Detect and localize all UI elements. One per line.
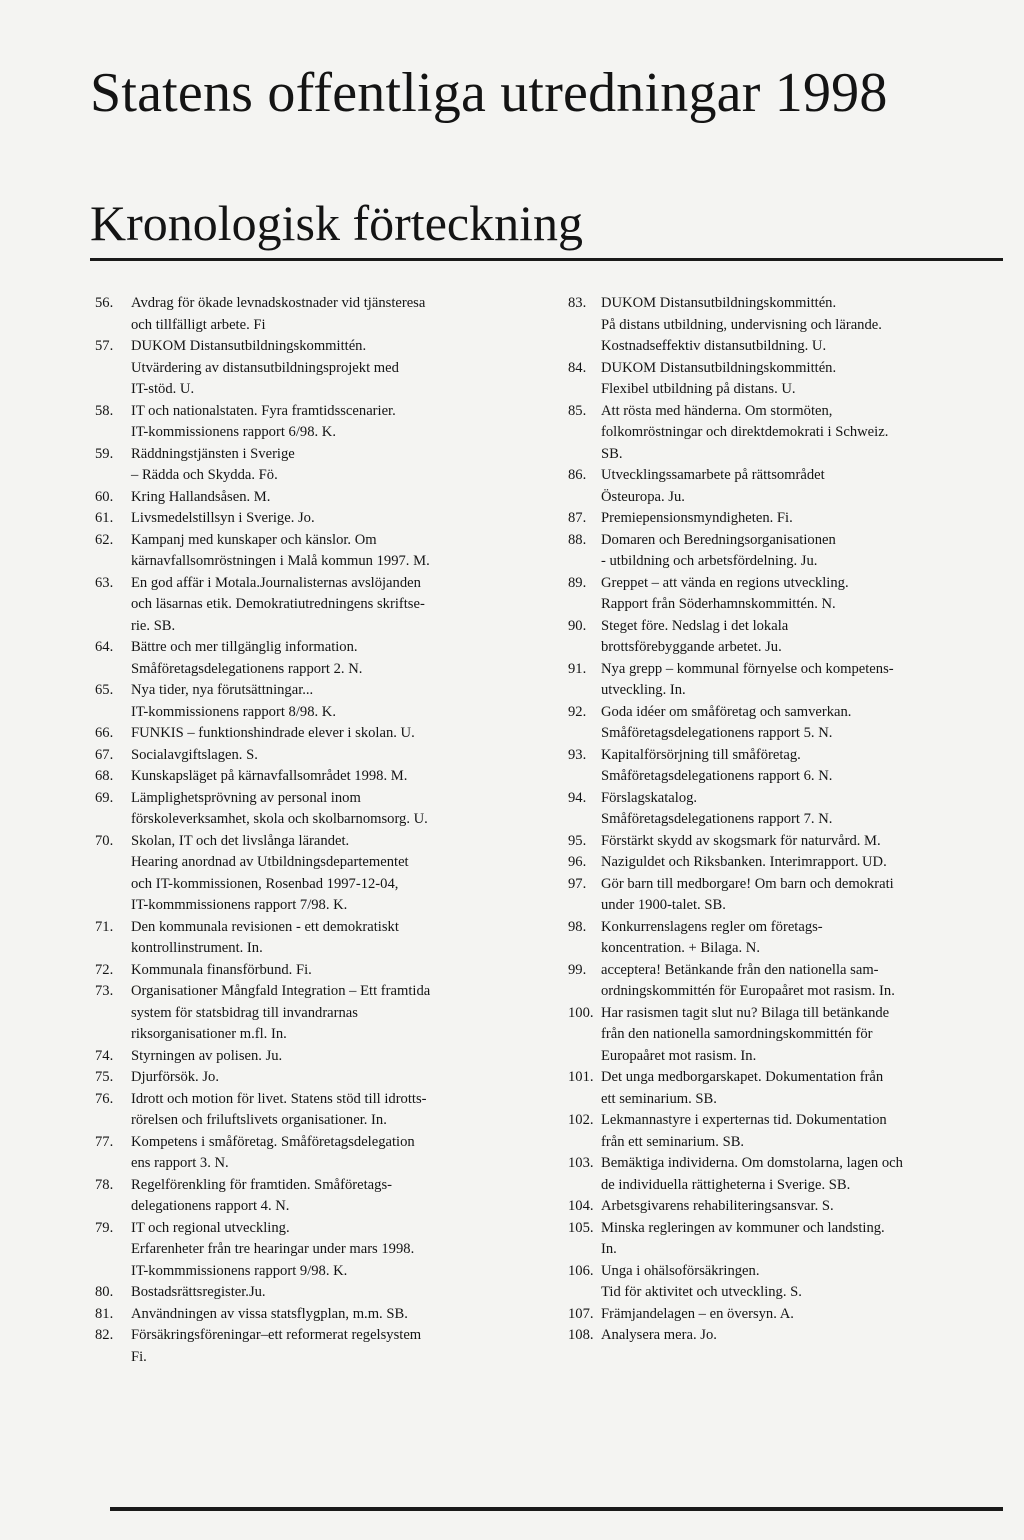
entry-text (601, 745, 1008, 788)
entry-line: In. (601, 1241, 617, 1257)
entry-number: 66. (95, 725, 114, 741)
entry-text (601, 852, 1008, 874)
entry-line: Regelförenkling för framtiden. Småföretags- (131, 1176, 392, 1193)
right-column-list (568, 293, 1008, 1347)
entry-text (131, 637, 545, 680)
entry-text (131, 1089, 545, 1132)
list-item (95, 1046, 545, 1068)
entry-line: Steget före. Nedslag i det lokala (601, 617, 789, 634)
entry-line: koncentration. + Bilaga. N. (601, 940, 760, 956)
entry-text (601, 1067, 1008, 1110)
entry-number: 61. (95, 510, 114, 526)
entry-text (131, 1218, 545, 1283)
entry-number: 64. (95, 639, 114, 655)
entry-number: 76. (95, 1090, 114, 1107)
entry-line: Kampanj med kunskaper och känslor. Om (131, 531, 377, 548)
entry-line: Europaåret mot rasism. In. (601, 1047, 757, 1064)
entry-number: 97. (568, 875, 587, 892)
entry-line: Idrott och motion för livet. Statens stöd till idrotts- (131, 1090, 427, 1107)
entry-text (131, 917, 545, 960)
list-item (95, 1175, 545, 1218)
list-item (95, 487, 545, 509)
list-item (568, 1196, 1008, 1218)
entry-line: Kommunala finansförbund. Fi. (131, 961, 312, 978)
entry-line: Premiepensionsmyndigheten. Fi. (601, 510, 793, 526)
entry-line: Den kommunala revisionen - ett demokratiskt (131, 918, 399, 935)
entry-line: brottsförebyggande arbetet. Ju. (601, 639, 782, 655)
list-item (95, 788, 545, 831)
entry-line: Greppet – att vända en regions utveckling. (601, 574, 849, 591)
entry-line: Användningen av vissa statsflygplan, m.m. SB. (131, 1305, 408, 1322)
list-item (95, 401, 545, 444)
list-item (95, 1089, 545, 1132)
list-item (95, 1282, 545, 1304)
entry-line: Nya grepp – kommunal förnyelse och kompetens- (601, 660, 894, 677)
entry-line: - utbildning och arbetsfördelning. Ju. (601, 553, 818, 569)
entry-line: ordningskommittén för Europaåret mot rasism. In. (601, 983, 895, 999)
entry-number: 105. (568, 1219, 594, 1236)
entry-line: DUKOM Distansutbildningskommittén. (131, 338, 367, 354)
entry-text (131, 401, 545, 444)
entry-text (131, 508, 545, 530)
list-item (95, 530, 545, 573)
entry-line: Nya tider, nya förutsättningar... (131, 682, 314, 698)
left-column-list (95, 293, 545, 1368)
entry-number: 69. (95, 789, 114, 806)
entry-number: 70. (95, 832, 114, 849)
entry-line: acceptera! Betänkande från den nationella sam- (601, 961, 879, 978)
entry-line: Östeuropa. Ju. (601, 488, 685, 505)
list-item (568, 1261, 1008, 1304)
entry-line: Livsmedelstillsyn i Sverige. Jo. (131, 510, 315, 526)
entry-number: 80. (95, 1284, 114, 1300)
list-item (95, 680, 545, 723)
entry-text (131, 680, 545, 723)
entry-line: Småföretagsdelegationens rapport 6. N. (601, 768, 833, 784)
entry-line: under 1900-talet. SB. (601, 897, 726, 913)
entry-line: Förslagskatalog. (601, 789, 698, 806)
entry-text (601, 530, 1008, 573)
list-item (568, 508, 1008, 530)
list-item (568, 745, 1008, 788)
list-item (568, 1110, 1008, 1153)
entry-line: förskoleverksamhet, skola och skolbarnomsorg. U. (131, 811, 428, 827)
entry-number: 73. (95, 983, 114, 999)
entry-text (131, 444, 545, 487)
entry-line: På distans utbildning, undervisning och lärande. (601, 316, 882, 333)
entry-number: 95. (568, 832, 587, 849)
entry-text (601, 616, 1008, 659)
entry-text (131, 530, 545, 573)
entry-line: – Rädda och Skydda. Fö. (131, 467, 278, 483)
entry-line: Främjandelagen – en översyn. A. (601, 1305, 794, 1322)
list-item (568, 788, 1008, 831)
section-title: Kronologisk förteckning (90, 195, 583, 251)
entry-text (601, 702, 1008, 745)
entry-line: SB. (601, 445, 623, 462)
entry-number: 85. (568, 402, 587, 419)
list-item (95, 831, 545, 917)
entry-line: och läsarnas etik. Demokratiutredningens skriftse- (131, 596, 425, 612)
entry-text (601, 659, 1008, 702)
entry-line: Fi. (131, 1348, 147, 1365)
list-item (568, 1153, 1008, 1196)
entry-number: 74. (95, 1047, 114, 1064)
list-item (95, 1132, 545, 1175)
entry-number: 57. (95, 338, 114, 354)
entry-line: Småföretagsdelegationens rapport 2. N. (131, 660, 363, 677)
entry-text (601, 1325, 1008, 1347)
entry-line: utveckling. In. (601, 682, 686, 698)
entry-text (601, 573, 1008, 616)
entry-text (131, 745, 545, 767)
entry-text (131, 1067, 545, 1089)
list-item (568, 1304, 1008, 1326)
entry-text (601, 1110, 1008, 1153)
entry-text (601, 1218, 1008, 1261)
list-item (568, 1067, 1008, 1110)
entry-text (601, 1261, 1008, 1304)
entry-number: 93. (568, 746, 587, 763)
entry-text (131, 723, 545, 745)
entry-line: DUKOM Distansutbildningskommittén. (601, 295, 837, 311)
entry-line: Gör barn till medborgare! Om barn och demokrati (601, 875, 894, 892)
list-item (95, 960, 545, 982)
entry-line: Det unga medborgarskapet. Dokumentation från (601, 1069, 884, 1085)
entry-text (131, 788, 545, 831)
entry-text (131, 831, 545, 917)
list-item (95, 981, 545, 1046)
entry-line: Konkurrenslagens regler om företags- (601, 918, 823, 935)
entry-line: Utvärdering av distansutbildningsprojekt med (131, 359, 399, 376)
entry-text (131, 1046, 545, 1068)
entry-number: 88. (568, 531, 587, 548)
list-item (568, 293, 1008, 358)
page-title: Statens offentliga utredningar 1998 (90, 62, 888, 124)
entry-line: Bostadsrättsregister.Ju. (131, 1284, 266, 1300)
list-item (95, 917, 545, 960)
entry-line: Unga i ohälsoförsäkringen. (601, 1262, 760, 1279)
list-item (568, 530, 1008, 573)
entry-line: Skolan, IT och det livslånga lärandet. (131, 832, 350, 849)
entry-line: Småföretagsdelegationens rapport 5. N. (601, 725, 833, 741)
entry-text (131, 487, 545, 509)
entry-line: Försäkringsföreningar–ett reformerat regelsystem (131, 1327, 422, 1343)
entry-text (601, 401, 1008, 466)
entry-text (131, 981, 545, 1046)
list-item (568, 917, 1008, 960)
entry-number: 81. (95, 1305, 114, 1322)
entry-line: Kunskapsläget på kärnavfallsområdet 1998. M. (131, 768, 408, 784)
list-item (95, 444, 545, 487)
entry-number: 58. (95, 402, 114, 419)
list-item (95, 1218, 545, 1283)
entry-number: 98. (568, 918, 587, 935)
entry-number: 78. (95, 1176, 114, 1193)
entry-line: Goda idéer om småföretag och samverkan. (601, 703, 852, 720)
entry-line: Hearing anordnad av Utbildningsdepartementet (131, 854, 409, 870)
entry-line: Domaren och Beredningsorganisationen (601, 531, 836, 548)
entry-text (131, 293, 545, 336)
entry-text (601, 831, 1008, 853)
entry-line: DUKOM Distansutbildningskommittén. (601, 359, 837, 376)
entry-number: 72. (95, 961, 114, 978)
list-item (568, 616, 1008, 659)
entry-line: Utvecklingssamarbete på rättsområdet (601, 467, 825, 483)
list-item (568, 573, 1008, 616)
heading-rule (90, 258, 1003, 261)
entry-line: Rapport från Söderhamnskommittén. N. (601, 596, 836, 612)
entry-number: 101. (568, 1069, 594, 1085)
entry-text (131, 1304, 545, 1326)
entry-text (601, 293, 1008, 358)
entry-line: Djurförsök. Jo. (131, 1069, 219, 1085)
entry-line: IT-kommmissionens rapport 7/98. K. (131, 897, 348, 913)
entry-line: Tid för aktivitet och utveckling. S. (601, 1284, 802, 1300)
entry-text (601, 788, 1008, 831)
entry-line: Kapitalförsörjning till småföretag. (601, 746, 801, 763)
entry-line: Erfarenheter från tre hearingar under mars 1998. (131, 1241, 415, 1257)
list-item (568, 874, 1008, 917)
entry-text (601, 1003, 1008, 1068)
entry-line: system för statsbidrag till invandrarnas (131, 1004, 358, 1021)
entry-number: 62. (95, 531, 114, 548)
entry-line: Styrningen av polisen. Ju. (131, 1047, 283, 1064)
entry-text (601, 1304, 1008, 1326)
entry-number: 83. (568, 295, 587, 311)
entry-number: 107. (568, 1305, 594, 1322)
entry-number: 103. (568, 1155, 594, 1171)
entry-line: Socialavgiftslagen. S. (131, 746, 258, 763)
entry-text (131, 1282, 545, 1304)
list-item (568, 401, 1008, 466)
list-item (95, 1304, 545, 1326)
entry-number: 108. (568, 1327, 594, 1343)
list-item (95, 336, 545, 401)
entry-number: 60. (95, 488, 114, 505)
entry-number: 106. (568, 1262, 594, 1279)
entry-text (601, 917, 1008, 960)
entry-text (131, 766, 545, 788)
entry-line: rörelsen och friluftslivets organisationer. In. (131, 1112, 387, 1128)
entry-text (601, 960, 1008, 1003)
entry-number: 79. (95, 1219, 114, 1236)
entry-number: 77. (95, 1133, 114, 1150)
entry-text (601, 1196, 1008, 1218)
entry-text (601, 508, 1008, 530)
entry-number: 104. (568, 1198, 594, 1214)
entry-line: FUNKIS – funktionshindrade elever i skolan. U. (131, 725, 415, 741)
entry-line: Naziguldet och Riksbanken. Interimrapport. UD. (601, 854, 887, 870)
entry-line: Kompetens i småföretag. Småföretagsdelegation (131, 1133, 415, 1150)
list-item (95, 723, 545, 745)
list-item (95, 573, 545, 638)
entry-line: Har rasismen tagit slut nu? Bilaga till betänkande (601, 1004, 890, 1021)
entry-number: 89. (568, 574, 587, 591)
entry-number: 65. (95, 682, 114, 698)
entry-number: 96. (568, 854, 587, 870)
entry-line: Organisationer Mångfald Integration – Ett framtida (131, 983, 431, 999)
entry-line: Analysera mera. Jo. (601, 1327, 717, 1343)
entry-line: Arbetsgivarens rehabiliteringsansvar. S. (601, 1198, 834, 1214)
list-item (95, 766, 545, 788)
list-item (95, 293, 545, 336)
entry-number: 94. (568, 789, 587, 806)
entry-number: 68. (95, 768, 114, 784)
entry-number: 63. (95, 574, 114, 591)
entry-number: 91. (568, 660, 587, 677)
entry-text (131, 1132, 545, 1175)
entry-line: Kring Hallandsåsen. M. (131, 488, 271, 505)
list-item (568, 358, 1008, 401)
list-item (568, 960, 1008, 1003)
list-item (95, 508, 545, 530)
entry-line: Förstärkt skydd av skogsmark för naturvård. M. (601, 832, 881, 849)
entry-number: 67. (95, 746, 114, 763)
entry-line: IT-kommissionens rapport 6/98. K. (131, 424, 336, 440)
entry-text (131, 1325, 545, 1368)
list-item (568, 1218, 1008, 1261)
entry-line: Småföretagsdelegationens rapport 7. N. (601, 811, 833, 827)
entry-line: kontrollinstrument. In. (131, 940, 263, 956)
entry-number: 59. (95, 445, 114, 462)
entry-text (131, 336, 545, 401)
list-item (568, 852, 1008, 874)
list-item (95, 1067, 545, 1089)
entry-line: En god affär i Motala.Journalisternas avslöjanden (131, 574, 421, 591)
entry-number: 86. (568, 467, 587, 483)
entry-number: 92. (568, 703, 587, 720)
entry-number: 100. (568, 1004, 594, 1021)
entry-number: 102. (568, 1112, 594, 1128)
entry-line: Lämplighetsprövning av personal inom (131, 789, 361, 806)
entry-line: IT-kommmissionens rapport 9/98. K. (131, 1262, 348, 1279)
entry-line: Bättre och mer tillgänglig information. (131, 639, 358, 655)
list-item (95, 1325, 545, 1368)
entry-line: Att rösta med händerna. Om stormöten, (601, 402, 833, 419)
list-item (568, 659, 1008, 702)
entry-line: delegationens rapport 4. N. (131, 1198, 290, 1214)
entry-line: riksorganisationer m.fl. In. (131, 1026, 287, 1042)
list-item (95, 637, 545, 680)
entry-line: och tillfälligt arbete. Fi (131, 316, 266, 333)
entry-text (601, 874, 1008, 917)
entry-text (601, 1153, 1008, 1196)
entry-line: rie. SB. (131, 617, 176, 634)
entry-text (131, 1175, 545, 1218)
entry-number: 75. (95, 1069, 114, 1085)
entry-number: 99. (568, 961, 587, 978)
entry-line: kärnavfallsomröstningen i Malå kommun 1997. M. (131, 553, 430, 569)
entry-line: från den nationella samordningskommittén för (601, 1026, 873, 1042)
entry-line: IT och regional utveckling. (131, 1219, 290, 1236)
list-item (95, 745, 545, 767)
entry-line: de individuella rättigheterna i Sverige. SB. (601, 1176, 851, 1193)
entry-line: Lekmannastyre i experternas tid. Dokumentation (601, 1112, 887, 1128)
list-item (568, 465, 1008, 508)
list-item (568, 702, 1008, 745)
entry-text (601, 465, 1008, 508)
entry-line: ett seminarium. SB. (601, 1090, 717, 1107)
list-item (568, 1325, 1008, 1347)
entry-line: IT och nationalstaten. Fyra framtidsscenarier. (131, 402, 396, 419)
entry-line: Bemäktiga individerna. Om domstolarna, lagen och (601, 1155, 903, 1171)
entry-line: Avdrag för ökade levnadskostnader vid tjänsteresa (131, 295, 426, 311)
list-item (568, 831, 1008, 853)
entry-line: Minska regleringen av kommuner och landsting. (601, 1219, 885, 1236)
entry-line: folkomröstningar och direktdemokrati i Schweiz. (601, 424, 889, 440)
entry-number: 82. (95, 1327, 114, 1343)
entry-line: ens rapport 3. N. (131, 1155, 229, 1171)
footer-rule (110, 1507, 1003, 1511)
list-item (568, 1003, 1008, 1068)
entry-text (601, 358, 1008, 401)
entry-number: 71. (95, 918, 114, 935)
entry-number: 90. (568, 617, 587, 634)
entry-number: 87. (568, 510, 587, 526)
entry-line: IT-stöd. U. (131, 381, 195, 397)
entry-line: Räddningstjänsten i Sverige (131, 445, 295, 462)
entry-text (131, 960, 545, 982)
entry-number: 56. (95, 295, 114, 311)
entry-text (131, 573, 545, 638)
entry-line: från ett seminarium. SB. (601, 1133, 745, 1150)
entry-line: Kostnadseffektiv distansutbildning. U. (601, 338, 827, 354)
entry-line: Flexibel utbildning på distans. U. (601, 381, 796, 397)
entry-number: 84. (568, 359, 587, 376)
entry-line: och IT-kommissionen, Rosenbad 1997-12-04, (131, 875, 399, 892)
entry-line: IT-kommissionens rapport 8/98. K. (131, 703, 336, 720)
